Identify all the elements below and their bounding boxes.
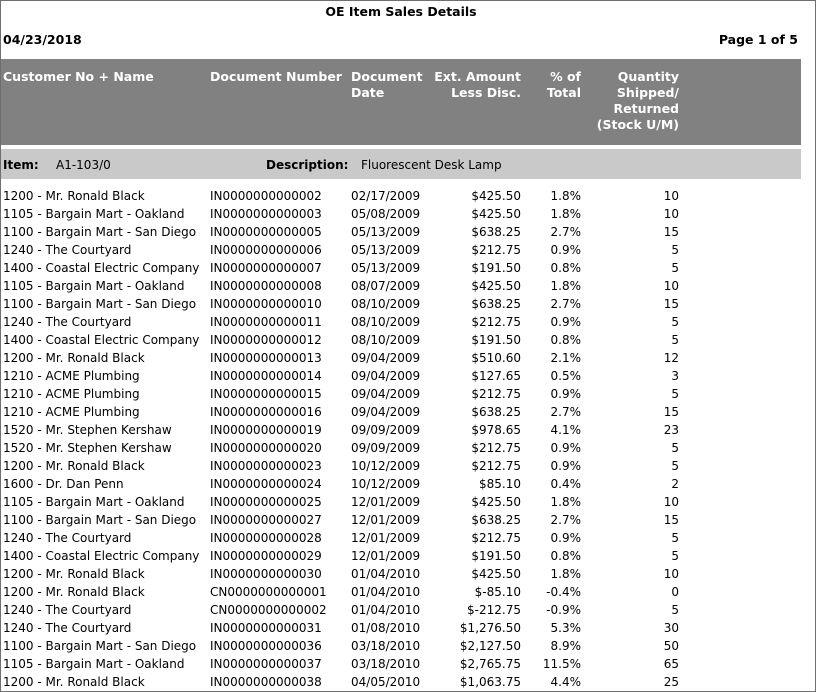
table-row	[1, 403, 801, 421]
table-row	[1, 187, 801, 205]
table-row	[1, 637, 801, 655]
cell-customer: 1100 - Bargain Mart - San Diego	[3, 639, 197, 653]
cell-quantity: 5	[671, 387, 679, 401]
cell-quantity: 5	[671, 549, 679, 563]
sales-detail-rows	[1, 187, 801, 691]
table-row	[1, 295, 801, 313]
cell-percent-total: 4.4%	[550, 675, 581, 689]
cell-percent-total: 0.8%	[550, 333, 581, 347]
cell-quantity: 25	[663, 675, 679, 689]
cell-document-date: 05/08/2009	[351, 207, 421, 221]
column-header-customer	[3, 69, 154, 85]
cell-customer: 1240 - The Courtyard	[3, 315, 132, 329]
table-row	[1, 313, 801, 331]
cell-quantity: 10	[663, 189, 679, 203]
report-title: OE Item Sales Details	[325, 4, 477, 19]
cell-document-number: IN0000000000010	[210, 297, 322, 311]
table-row	[1, 259, 801, 277]
cell-percent-total: 11.5%	[542, 657, 581, 671]
cell-quantity: 12	[663, 351, 679, 365]
cell-document-number: IN0000000000029	[210, 549, 322, 563]
cell-ext-amount: $212.75	[471, 459, 521, 473]
cell-document-number: IN0000000000037	[210, 657, 322, 671]
cell-document-number: IN0000000000036	[210, 639, 322, 653]
cell-ext-amount: $212.75	[471, 531, 521, 545]
cell-percent-total: 0.9%	[550, 387, 581, 401]
table-row	[1, 619, 801, 637]
cell-quantity: 50	[663, 639, 679, 653]
cell-percent-total: 0.4%	[550, 477, 581, 491]
report-date: 04/23/2018	[3, 32, 82, 47]
column-header-quantity-line3: Returned	[613, 101, 679, 116]
cell-document-number: IN0000000000031	[210, 621, 322, 635]
cell-quantity: 23	[663, 423, 679, 437]
cell-ext-amount: $191.50	[471, 261, 521, 275]
cell-document-date: 04/05/2010	[351, 675, 421, 689]
cell-document-number: IN0000000000025	[210, 495, 322, 509]
cell-document-number: IN0000000000003	[210, 207, 322, 221]
table-row	[1, 367, 801, 385]
cell-ext-amount: $2,765.75	[459, 657, 521, 671]
cell-ext-amount: $2,127.50	[459, 639, 521, 653]
column-header-document-number	[210, 69, 342, 85]
cell-ext-amount: $425.50	[471, 567, 521, 581]
column-header-quantity	[581, 69, 679, 133]
cell-customer: 1210 - ACME Plumbing	[3, 369, 140, 383]
column-header-document-date-line2: Date	[351, 85, 385, 100]
cell-document-date: 01/04/2010	[351, 567, 421, 581]
table-row	[1, 529, 801, 547]
table-row	[1, 205, 801, 223]
table-row	[1, 601, 801, 619]
table-row	[1, 385, 801, 403]
table-row	[1, 583, 801, 601]
cell-percent-total: 5.3%	[550, 621, 581, 635]
cell-ext-amount: $212.75	[471, 441, 521, 455]
column-header-document-date	[351, 69, 423, 101]
column-header-percent-line2: Total	[546, 85, 581, 100]
cell-document-number: IN0000000000030	[210, 567, 322, 581]
cell-quantity: 5	[671, 441, 679, 455]
cell-quantity: 5	[671, 315, 679, 329]
cell-customer: 1520 - Mr. Stephen Kershaw	[3, 423, 172, 437]
column-header-document-date-line1: Document	[351, 69, 423, 84]
cell-document-date: 09/09/2009	[351, 423, 421, 437]
cell-document-number: IN0000000000027	[210, 513, 322, 527]
cell-quantity: 15	[663, 297, 679, 311]
cell-percent-total: 8.9%	[550, 639, 581, 653]
description-label: Description:	[266, 158, 349, 172]
cell-customer: 1105 - Bargain Mart - Oakland	[3, 495, 185, 509]
cell-ext-amount: $638.25	[471, 297, 521, 311]
cell-percent-total: 0.9%	[550, 531, 581, 545]
cell-percent-total: 2.7%	[550, 405, 581, 419]
cell-document-number: IN0000000000006	[210, 243, 322, 257]
cell-ext-amount: $425.50	[471, 279, 521, 293]
cell-ext-amount: $-212.75	[467, 603, 521, 617]
cell-percent-total: 0.5%	[550, 369, 581, 383]
cell-percent-total: 0.9%	[550, 315, 581, 329]
cell-percent-total: 2.7%	[550, 297, 581, 311]
column-header-quantity-line4: (Stock U/M)	[596, 117, 679, 132]
cell-customer: 1105 - Bargain Mart - Oakland	[3, 279, 185, 293]
cell-document-date: 03/18/2010	[351, 657, 421, 671]
cell-ext-amount: $1,063.75	[459, 675, 521, 689]
cell-document-number: IN0000000000015	[210, 387, 322, 401]
cell-quantity: 10	[663, 207, 679, 221]
cell-document-number: IN0000000000011	[210, 315, 322, 329]
cell-document-date: 09/04/2009	[351, 369, 421, 383]
cell-customer: 1105 - Bargain Mart - Oakland	[3, 657, 185, 671]
cell-ext-amount: $425.50	[471, 207, 521, 221]
cell-quantity: 0	[671, 585, 679, 599]
description-value: Fluorescent Desk Lamp	[361, 158, 502, 172]
table-row	[1, 439, 801, 457]
cell-document-number: CN0000000000002	[210, 603, 327, 617]
cell-document-number: IN0000000000038	[210, 675, 322, 689]
table-row	[1, 673, 801, 691]
column-header-customer-text: Customer No + Name	[3, 69, 154, 84]
cell-customer: 1100 - Bargain Mart - San Diego	[3, 297, 197, 311]
cell-document-date: 05/13/2009	[351, 243, 421, 257]
cell-customer: 1105 - Bargain Mart - Oakland	[3, 207, 185, 221]
cell-quantity: 10	[663, 567, 679, 581]
cell-quantity: 15	[663, 405, 679, 419]
column-header-quantity-line2: Shipped/	[616, 85, 679, 100]
cell-ext-amount: $191.50	[471, 549, 521, 563]
cell-document-date: 08/10/2009	[351, 315, 421, 329]
page-number: Page 1 of 5	[718, 32, 798, 47]
cell-document-date: 08/07/2009	[351, 279, 421, 293]
table-row	[1, 457, 801, 475]
cell-ext-amount: $212.75	[471, 243, 521, 257]
column-header-ext-amount-line2: Less Disc.	[451, 85, 521, 100]
cell-document-date: 05/13/2009	[351, 261, 421, 275]
cell-quantity: 15	[663, 225, 679, 239]
cell-customer: 1100 - Bargain Mart - San Diego	[3, 225, 197, 239]
cell-document-date: 01/04/2010	[351, 603, 421, 617]
cell-percent-total: 1.8%	[550, 207, 581, 221]
cell-ext-amount: $638.25	[471, 405, 521, 419]
cell-quantity: 3	[671, 369, 679, 383]
cell-percent-total: 0.9%	[550, 441, 581, 455]
cell-ext-amount: $638.25	[471, 513, 521, 527]
cell-document-number: IN0000000000002	[210, 189, 322, 203]
cell-ext-amount: $425.50	[471, 189, 521, 203]
cell-percent-total: 2.7%	[550, 225, 581, 239]
cell-document-date: 10/12/2009	[351, 477, 421, 491]
column-header-percent-total	[521, 69, 581, 101]
cell-customer: 1240 - The Courtyard	[3, 621, 132, 635]
cell-customer: 1240 - The Courtyard	[3, 531, 132, 545]
cell-document-date: 01/04/2010	[351, 585, 421, 599]
cell-customer: 1600 - Dr. Dan Penn	[3, 477, 124, 491]
cell-customer: 1200 - Mr. Ronald Black	[3, 459, 145, 473]
cell-customer: 1100 - Bargain Mart - San Diego	[3, 513, 197, 527]
cell-document-number: IN0000000000016	[210, 405, 322, 419]
table-row	[1, 277, 801, 295]
cell-ext-amount: $425.50	[471, 495, 521, 509]
cell-document-date: 12/01/2009	[351, 513, 421, 527]
cell-customer: 1200 - Mr. Ronald Black	[3, 567, 145, 581]
cell-customer: 1400 - Coastal Electric Company	[3, 261, 200, 275]
cell-document-number: IN0000000000024	[210, 477, 322, 491]
cell-document-date: 12/01/2009	[351, 549, 421, 563]
cell-customer: 1200 - Mr. Ronald Black	[3, 189, 145, 203]
column-header-bar	[1, 59, 801, 145]
cell-quantity: 5	[671, 603, 679, 617]
table-row	[1, 511, 801, 529]
cell-quantity: 5	[671, 333, 679, 347]
cell-document-date: 05/13/2009	[351, 225, 421, 239]
cell-percent-total: 4.1%	[550, 423, 581, 437]
cell-document-number: IN0000000000007	[210, 261, 322, 275]
cell-ext-amount: $-85.10	[474, 585, 521, 599]
table-row	[1, 349, 801, 367]
cell-ext-amount: $510.60	[471, 351, 521, 365]
cell-document-date: 10/12/2009	[351, 459, 421, 473]
cell-document-date: 12/01/2009	[351, 531, 421, 545]
cell-customer: 1240 - The Courtyard	[3, 243, 132, 257]
column-header-ext-amount	[421, 69, 521, 101]
cell-quantity: 15	[663, 513, 679, 527]
cell-customer: 1200 - Mr. Ronald Black	[3, 351, 145, 365]
cell-quantity: 10	[663, 495, 679, 509]
cell-percent-total: 1.8%	[550, 567, 581, 581]
item-value: A1-103/0	[56, 158, 111, 172]
cell-percent-total: 0.8%	[550, 261, 581, 275]
cell-quantity: 30	[663, 621, 679, 635]
column-header-document-number-text: Document Number	[210, 69, 342, 84]
cell-percent-total: -0.9%	[546, 603, 581, 617]
cell-customer: 1400 - Coastal Electric Company	[3, 333, 200, 347]
cell-ext-amount: $191.50	[471, 333, 521, 347]
cell-customer: 1210 - ACME Plumbing	[3, 387, 140, 401]
cell-quantity: 5	[671, 459, 679, 473]
cell-percent-total: 2.1%	[550, 351, 581, 365]
cell-percent-total: 0.8%	[550, 549, 581, 563]
cell-customer: 1210 - ACME Plumbing	[3, 405, 140, 419]
cell-document-date: 09/04/2009	[351, 387, 421, 401]
cell-customer: 1200 - Mr. Ronald Black	[3, 585, 145, 599]
cell-percent-total: 0.9%	[550, 243, 581, 257]
cell-quantity: 10	[663, 279, 679, 293]
cell-customer: 1200 - Mr. Ronald Black	[3, 675, 145, 689]
cell-document-number: IN0000000000012	[210, 333, 322, 347]
cell-document-date: 08/10/2009	[351, 333, 421, 347]
table-row	[1, 547, 801, 565]
cell-document-number: IN0000000000023	[210, 459, 322, 473]
table-row	[1, 565, 801, 583]
cell-document-number: IN0000000000008	[210, 279, 322, 293]
cell-ext-amount: $978.65	[471, 423, 521, 437]
cell-percent-total: 1.8%	[550, 279, 581, 293]
cell-ext-amount: $1,276.50	[459, 621, 521, 635]
cell-quantity: 5	[671, 243, 679, 257]
cell-percent-total: 2.7%	[550, 513, 581, 527]
cell-percent-total: -0.4%	[546, 585, 581, 599]
item-label: Item:	[3, 158, 39, 172]
cell-customer: 1520 - Mr. Stephen Kershaw	[3, 441, 172, 455]
cell-document-date: 09/04/2009	[351, 351, 421, 365]
item-group-header	[1, 149, 801, 179]
cell-quantity: 5	[671, 531, 679, 545]
cell-ext-amount: $85.10	[479, 477, 521, 491]
table-row	[1, 421, 801, 439]
cell-percent-total: 0.9%	[550, 459, 581, 473]
cell-document-number: IN0000000000005	[210, 225, 322, 239]
cell-document-date: 02/17/2009	[351, 189, 421, 203]
cell-document-number: IN0000000000020	[210, 441, 322, 455]
table-row	[1, 223, 801, 241]
column-header-quantity-line1: Quantity	[617, 69, 679, 84]
cell-document-number: IN0000000000028	[210, 531, 322, 545]
cell-customer: 1240 - The Courtyard	[3, 603, 132, 617]
cell-quantity: 2	[671, 477, 679, 491]
cell-quantity: 65	[663, 657, 679, 671]
table-row	[1, 655, 801, 673]
cell-customer: 1400 - Coastal Electric Company	[3, 549, 200, 563]
table-row	[1, 493, 801, 511]
cell-document-number: IN0000000000014	[210, 369, 322, 383]
table-row	[1, 331, 801, 349]
table-row	[1, 475, 801, 493]
cell-quantity: 5	[671, 261, 679, 275]
table-row	[1, 241, 801, 259]
cell-document-number: IN0000000000013	[210, 351, 322, 365]
cell-percent-total: 1.8%	[550, 495, 581, 509]
column-header-percent-line1: % of	[550, 69, 581, 84]
column-header-ext-amount-line1: Ext. Amount	[434, 69, 521, 84]
cell-document-date: 01/08/2010	[351, 621, 421, 635]
cell-ext-amount: $638.25	[471, 225, 521, 239]
cell-document-date: 12/01/2009	[351, 495, 421, 509]
cell-document-number: IN0000000000019	[210, 423, 322, 437]
cell-ext-amount: $212.75	[471, 387, 521, 401]
cell-document-date: 09/04/2009	[351, 405, 421, 419]
cell-document-date: 03/18/2010	[351, 639, 421, 653]
cell-percent-total: 1.8%	[550, 189, 581, 203]
cell-document-date: 08/10/2009	[351, 297, 421, 311]
cell-document-number: CN0000000000001	[210, 585, 327, 599]
cell-ext-amount: $127.65	[471, 369, 521, 383]
cell-document-date: 09/09/2009	[351, 441, 421, 455]
cell-ext-amount: $212.75	[471, 315, 521, 329]
